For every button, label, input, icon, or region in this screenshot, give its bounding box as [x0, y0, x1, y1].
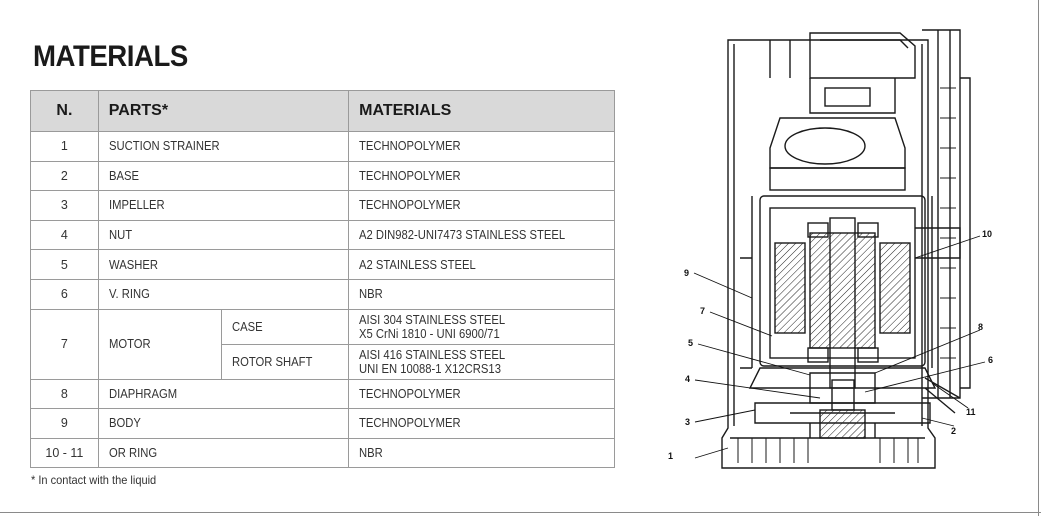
row-material: NBR: [359, 287, 383, 302]
row-number: 1: [31, 132, 99, 162]
frame-line-bottom: [0, 512, 1041, 513]
row-material-line1: AISI 304 STAINLESS STEEL: [359, 312, 506, 327]
callout-label: 1: [668, 451, 674, 461]
row-part: NUT: [108, 228, 132, 243]
table-row: [31, 191, 615, 221]
materials-table: [30, 90, 615, 468]
row-subpart-rotor-shaft: ROTOR SHAFT: [232, 354, 313, 369]
callout-label: 5: [688, 338, 694, 348]
row-number: 7: [31, 309, 99, 379]
row-number: 6: [31, 279, 99, 309]
header-n: N.: [31, 91, 99, 132]
row-part: OR RING: [108, 446, 157, 461]
row-part: MOTOR: [108, 337, 151, 352]
callout-label: 2: [951, 426, 957, 436]
row-number: 2: [31, 161, 99, 191]
row-subpart-case: CASE: [232, 319, 263, 334]
row-number: 9: [31, 409, 99, 439]
row-material: TECHNOPOLYMER: [359, 139, 461, 154]
row-material: A2 DIN982-UNI7473 STAINLESS STEEL: [359, 228, 566, 243]
header-parts: PARTS*: [98, 91, 348, 132]
callout-label: 8: [978, 322, 984, 332]
row-material-line2: UNI EN 10088-1 X12CRS13: [359, 361, 502, 376]
row-number: 10 - 11: [31, 438, 99, 468]
row-part: IMPELLER: [108, 198, 165, 213]
row-part: WASHER: [108, 257, 158, 272]
row-number: 8: [31, 379, 99, 409]
row-material: A2 STAINLESS STEEL: [359, 257, 476, 272]
page-title: MATERIALS: [33, 40, 188, 73]
table-row-motor-case: [31, 309, 615, 344]
row-part: BODY: [108, 416, 141, 431]
row-part: V. RING: [108, 287, 150, 302]
row-material: NBR: [359, 446, 383, 461]
row-number: 3: [31, 191, 99, 221]
table-row: [31, 438, 615, 468]
row-material: TECHNOPOLYMER: [359, 386, 461, 401]
table-row: [31, 250, 615, 280]
row-number: 4: [31, 220, 99, 250]
callout-label: 9: [684, 268, 690, 278]
callout-label: 11: [966, 407, 976, 417]
row-part: BASE: [108, 168, 139, 183]
row-material: TECHNOPOLYMER: [359, 168, 461, 183]
footnote: * In contact with the liquid: [31, 473, 157, 487]
table-row: [31, 409, 615, 439]
row-part: DIAPHRAGM: [108, 386, 177, 401]
row-material: TECHNOPOLYMER: [359, 198, 461, 213]
row-material: TECHNOPOLYMER: [359, 416, 461, 431]
callout-label: 3: [685, 417, 691, 427]
row-material-line2: X5 CrNi 1810 - UNI 6900/71: [359, 326, 500, 341]
callout-label: 7: [700, 306, 706, 316]
callout-label: 4: [685, 374, 691, 384]
pump-cross-section-diagram: [660, 18, 1040, 498]
table-row: [31, 379, 615, 409]
row-material-line1: AISI 416 STAINLESS STEEL: [359, 347, 506, 362]
row-part: SUCTION STRAINER: [108, 139, 220, 154]
table-header-row: [31, 91, 615, 132]
table-row: [31, 161, 615, 191]
callout-label: 10: [982, 229, 993, 239]
table-row: [31, 220, 615, 250]
table-row: [31, 279, 615, 309]
header-materials: MATERIALS: [349, 91, 615, 132]
row-number: 5: [31, 250, 99, 280]
callout-label: 6: [988, 355, 994, 365]
table-row: [31, 132, 615, 162]
